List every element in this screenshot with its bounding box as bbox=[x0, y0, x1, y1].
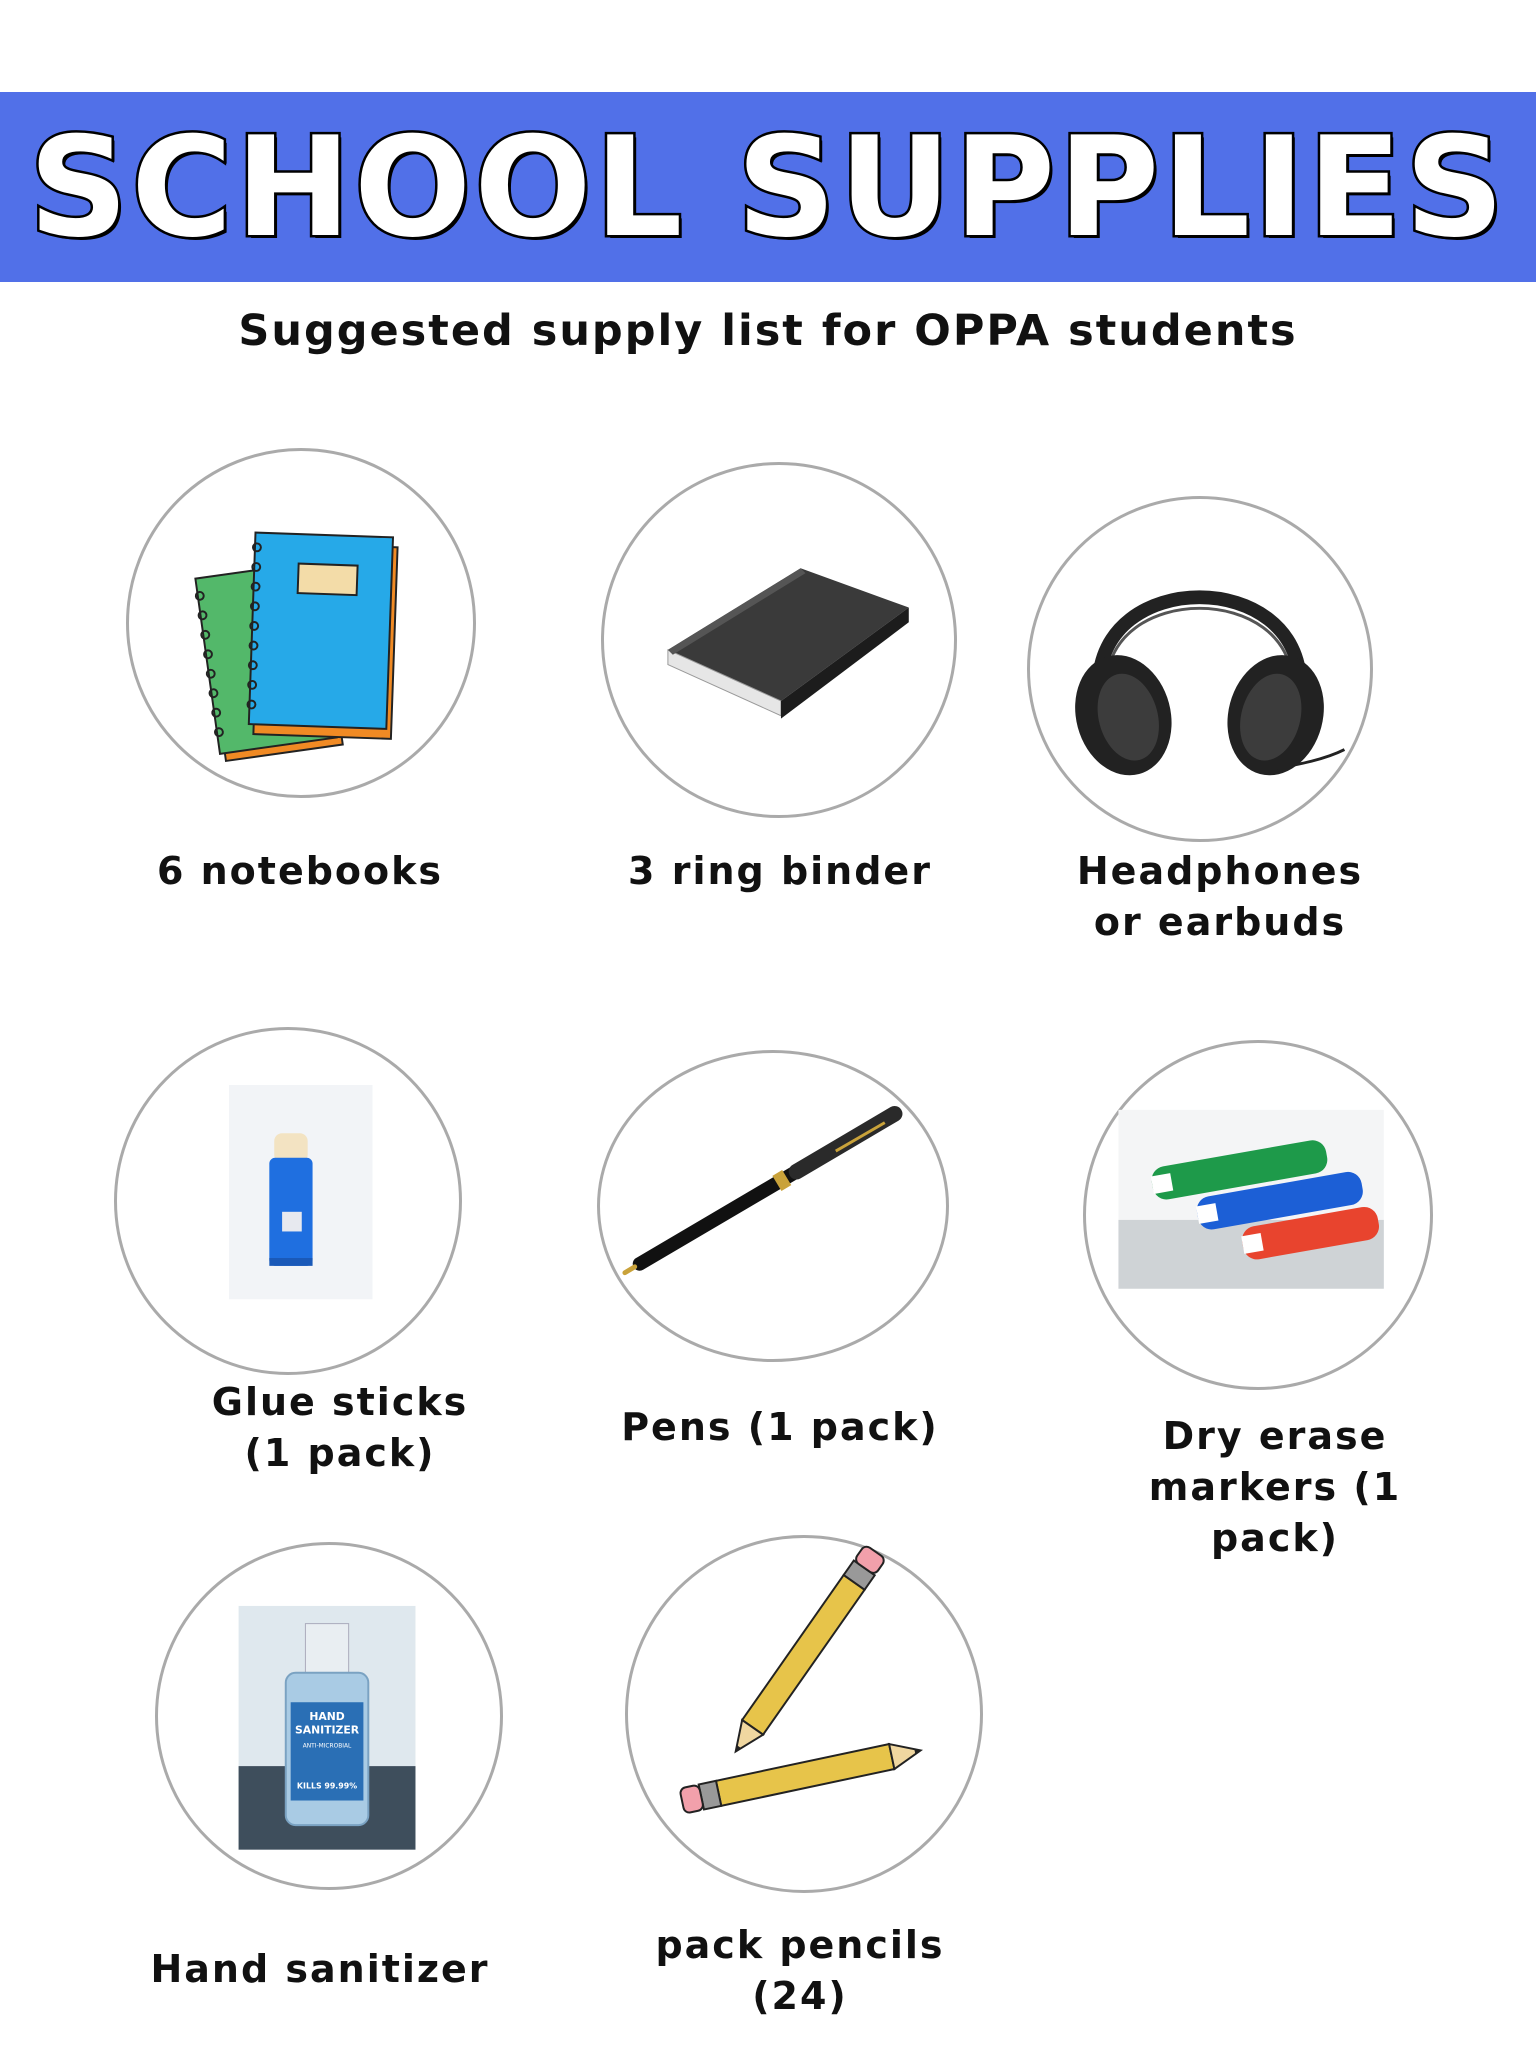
item-label-headphones: Headphones or earbuds bbox=[1076, 849, 1364, 944]
glue-stick-circle bbox=[114, 1027, 462, 1375]
glue-stick-icon bbox=[117, 1030, 459, 1372]
markers-icon bbox=[1086, 1043, 1430, 1387]
sanitizer-name-line-1: HAND bbox=[309, 1709, 345, 1723]
page-subtitle: Suggested supply list for OPPA students bbox=[238, 306, 1298, 356]
notebooks-icon bbox=[129, 451, 473, 795]
item-label-markers: Dry erase markers (1 pack) bbox=[1148, 1414, 1402, 1560]
hand-sanitizer-icon bbox=[158, 1545, 500, 1887]
pen-icon bbox=[600, 1053, 946, 1359]
headphones-circle bbox=[1027, 496, 1373, 842]
hand-sanitizer-circle bbox=[155, 1542, 503, 1890]
title-banner bbox=[0, 92, 1536, 282]
pen-circle bbox=[597, 1050, 949, 1362]
sanitizer-claim: KILLS 99.99% bbox=[296, 1781, 358, 1791]
sanitizer-name-line-2: SANITIZER bbox=[294, 1723, 360, 1737]
binder-circle bbox=[601, 462, 957, 818]
pencils-icon bbox=[628, 1538, 980, 1890]
headphones-icon bbox=[1030, 499, 1370, 839]
binder-icon bbox=[604, 465, 954, 815]
item-label-pencils: pack pencils (24) bbox=[655, 1923, 945, 2018]
pencils-circle bbox=[625, 1535, 983, 1893]
item-label-notebooks: 6 notebooks bbox=[156, 849, 444, 893]
item-label-hand-sanitizer: Hand sanitizer bbox=[150, 1947, 490, 1991]
page-title: SCHOOL SUPPLIES bbox=[28, 106, 1508, 268]
notebooks-circle bbox=[126, 448, 476, 798]
item-label-binder: 3 ring binder bbox=[628, 849, 932, 893]
sanitizer-badge: ANTI-MICROBIAL bbox=[302, 1743, 352, 1750]
item-label-pens: Pens (1 pack) bbox=[621, 1405, 939, 1449]
item-label-glue-sticks: Glue sticks (1 pack) bbox=[211, 1380, 469, 1475]
markers-circle bbox=[1083, 1040, 1433, 1390]
